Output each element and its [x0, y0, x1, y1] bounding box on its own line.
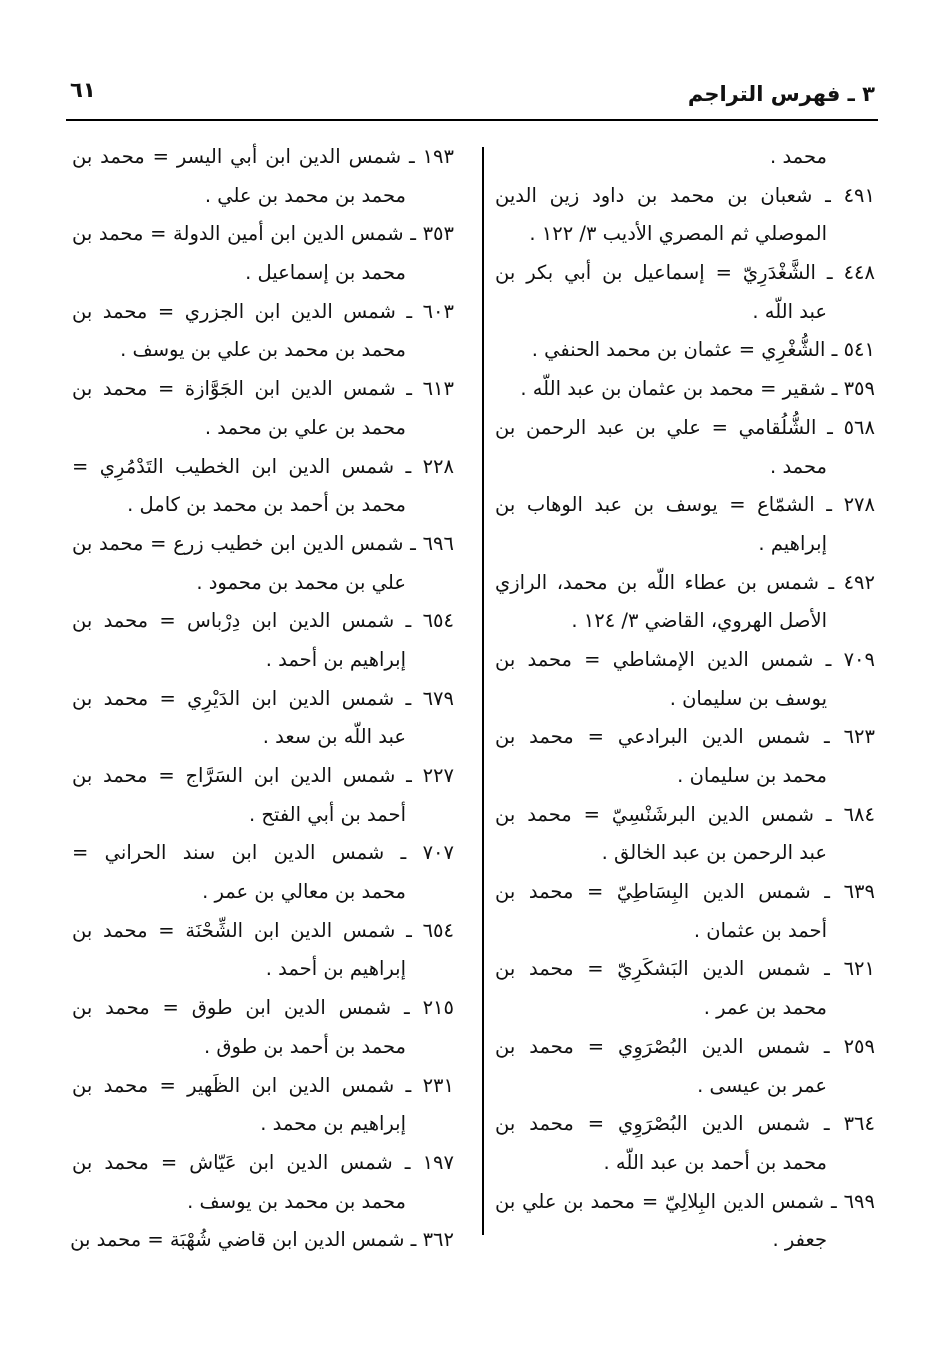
index-entry-line: ٦٢١ ـ شمس الدين البَشكَرِيّ = محمد بن: [495, 957, 875, 981]
section-title: ٣ ـ فهرس التراجم: [687, 82, 875, 106]
index-entry-line: ٦٨٤ ـ شمس الدين البرشَنْسِيّ = محمد بن: [495, 802, 875, 826]
column-divider: [482, 147, 484, 1235]
entry-continuation-line: جعفر .: [772, 1228, 827, 1252]
index-entry-line: ٤٤٨ ـ الشَّغْدَرِيّ = إسماعيل بن أبي بكر بن: [495, 261, 875, 285]
index-entry-line: ٢٢٧ ـ شمس الدين ابن السَرَّاج = محمد بن: [72, 764, 454, 787]
index-entry-line: ٣٦٢ ـ شمس الدين ابن قاضي شُهْبَة = محمد بن: [70, 1228, 454, 1252]
index-entry-line: ٣٥٩ ـ شقير = محمد بن عثمان بن عبد اللّه .: [520, 377, 875, 401]
entry-continuation-line: إبراهيم .: [758, 531, 827, 555]
right-column: [495, 138, 875, 1260]
entry-continuation-line: محمد بن محمد بن يوسف .: [187, 1189, 406, 1213]
index-entry-line: ٦٥٤ ـ شمس الدين ابن الشِّحْنَة = محمد بن: [72, 918, 454, 942]
entry-continuation-line: محمد بن إسماعيل .: [245, 261, 406, 285]
index-entry-line: ٢٢٨ ـ شمس الدين ابن الخطيب التَدْمُرِي =: [72, 454, 454, 478]
entry-continuation-line: أحمد بن عثمان .: [693, 918, 827, 942]
index-entry-line: ٢٣١ ـ شمس الدين ابن الظَهير = محمد بن: [72, 1073, 454, 1097]
entry-continuation-line: محمد بن أحمد بن محمد بن كامل .: [127, 493, 406, 517]
page-number: ٦١: [70, 78, 96, 102]
index-entry-line: ١٩٧ ـ شمس الدين ابن عَيّاش = محمد بن: [72, 1150, 454, 1174]
index-entry-line: ٦٢٣ ـ شمس الدين البرادعي = محمد بن: [495, 725, 875, 749]
entry-continuation-line: إبراهيم بن محمد .: [260, 1112, 406, 1136]
entry-continuation-line: إبراهيم بن أحمد .: [265, 647, 406, 671]
entry-continuation-line: يوسف بن سليمان .: [669, 686, 827, 710]
entry-continuation-line: محمد .: [770, 454, 827, 478]
entry-continuation-line: محمد بن أحمد بن طوق .: [204, 1034, 406, 1058]
entry-continuation-line: عبد الرحمن بن عبد الخالق .: [601, 841, 827, 865]
entry-continuation-line: محمد بن عمر .: [703, 996, 827, 1020]
entry-continuation-line: محمد بن محمد بن علي بن يوسف .: [120, 338, 406, 362]
header-rule: [66, 119, 878, 121]
index-entry-line: ٢٥٩ ـ شمس الدين البُصْرَوِي = محمد بن: [495, 1034, 875, 1058]
index-entry-line: ٦٩٦ ـ شمس الدين ابن خطيب زرع = محمد بن: [72, 531, 454, 555]
entry-continuation-line: محمد بن محمد بن علي .: [204, 183, 406, 207]
index-entry-line: ٣٥٣ ـ شمس الدين ابن أمين الدولة = محمد بن: [72, 222, 454, 246]
entry-continuation-line: عبد اللّه .: [752, 299, 827, 323]
entry-continuation-line: محمد بن سليمان .: [677, 764, 827, 787]
index-entry-line: ٤٩١ ـ شعبان بن محمد بن داود زين الدين: [495, 183, 875, 207]
index-entry-line: ٦٣٩ ـ شمس الدين البِسَاطِيّ = محمد بن: [495, 880, 875, 904]
left-column: [72, 138, 454, 1260]
entry-continuation-line: أحمد بن أبي الفتح .: [248, 802, 406, 826]
index-entry-line: ٥٦٨ ـ الشُّلُقامي = علي بن عبد الرحمن بن: [495, 415, 875, 439]
entry-continuation-line: إبراهيم بن أحمد .: [265, 957, 406, 981]
entry-continuation-line: محمد بن معالي بن عمر .: [202, 880, 406, 904]
entry-continuation-line: محمد بن علي بن محمد .: [204, 415, 406, 439]
entry-continuation-line: الأصل الهروي، القاضي ٣/ ١٢٤ .: [571, 609, 827, 633]
index-entry-line: ٦١٣ ـ شمس الدين ابن الجَوَّازة = محمد بن: [72, 377, 454, 401]
index-entry-line: ٧٠٧ ـ شمس الدين ابن سند الحراني =: [72, 841, 454, 865]
index-entry-line: ٥٤١ ـ الشُّغْرِي = عثمان بن محمد الحنفي .: [531, 338, 875, 362]
entry-continuation-line: الموصلي ثم المصري الأديب ٣/ ١٢٢ .: [529, 222, 827, 246]
index-entry-line: ٧٠٩ ـ شمس الدين الإمشاطي = محمد بن: [495, 647, 875, 671]
entry-continuation-line: عبد اللّه بن سعد .: [262, 725, 406, 749]
index-entry-line: ٦٩٩ ـ شمس الدين البِلالِيّ = محمد بن علي بن: [495, 1189, 875, 1213]
index-entry-line: ٢١٥ ـ شمس الدين ابن طوق = محمد بن: [72, 996, 454, 1020]
index-entry-line: ٢٧٨ ـ الشمّاع = يوسف بن عبد الوهاب بن: [495, 493, 875, 517]
index-entry-line: ٤٩٢ ـ شمس بن عطاء اللّه بن محمد، الرازي: [495, 570, 875, 594]
index-entry-line: ٦٥٤ ـ شمس الدين ابن دِرْباس = محمد بن: [72, 609, 454, 633]
entry-continuation-line: محمد بن أحمد بن عبد اللّه .: [603, 1150, 827, 1174]
index-entry-line: ٦٠٣ ـ شمس الدين ابن الجزري = محمد بن: [72, 299, 454, 323]
index-entry-line: ٦٧٩ ـ شمس الدين ابن الدَيْرِي = محمد بن: [72, 686, 454, 710]
entry-continuation-line: محمد .: [770, 145, 827, 168]
index-entry-line: ١٩٣ ـ شمس الدين ابن أبي اليسر = محمد بن: [72, 145, 454, 168]
entry-continuation-line: عمر بن عيسى .: [697, 1073, 827, 1097]
index-entry-line: ٣٦٤ ـ شمس الدين البُصْرَوِي = محمد بن: [495, 1112, 875, 1136]
entry-continuation-line: علي بن محمد بن محمود .: [196, 570, 406, 594]
